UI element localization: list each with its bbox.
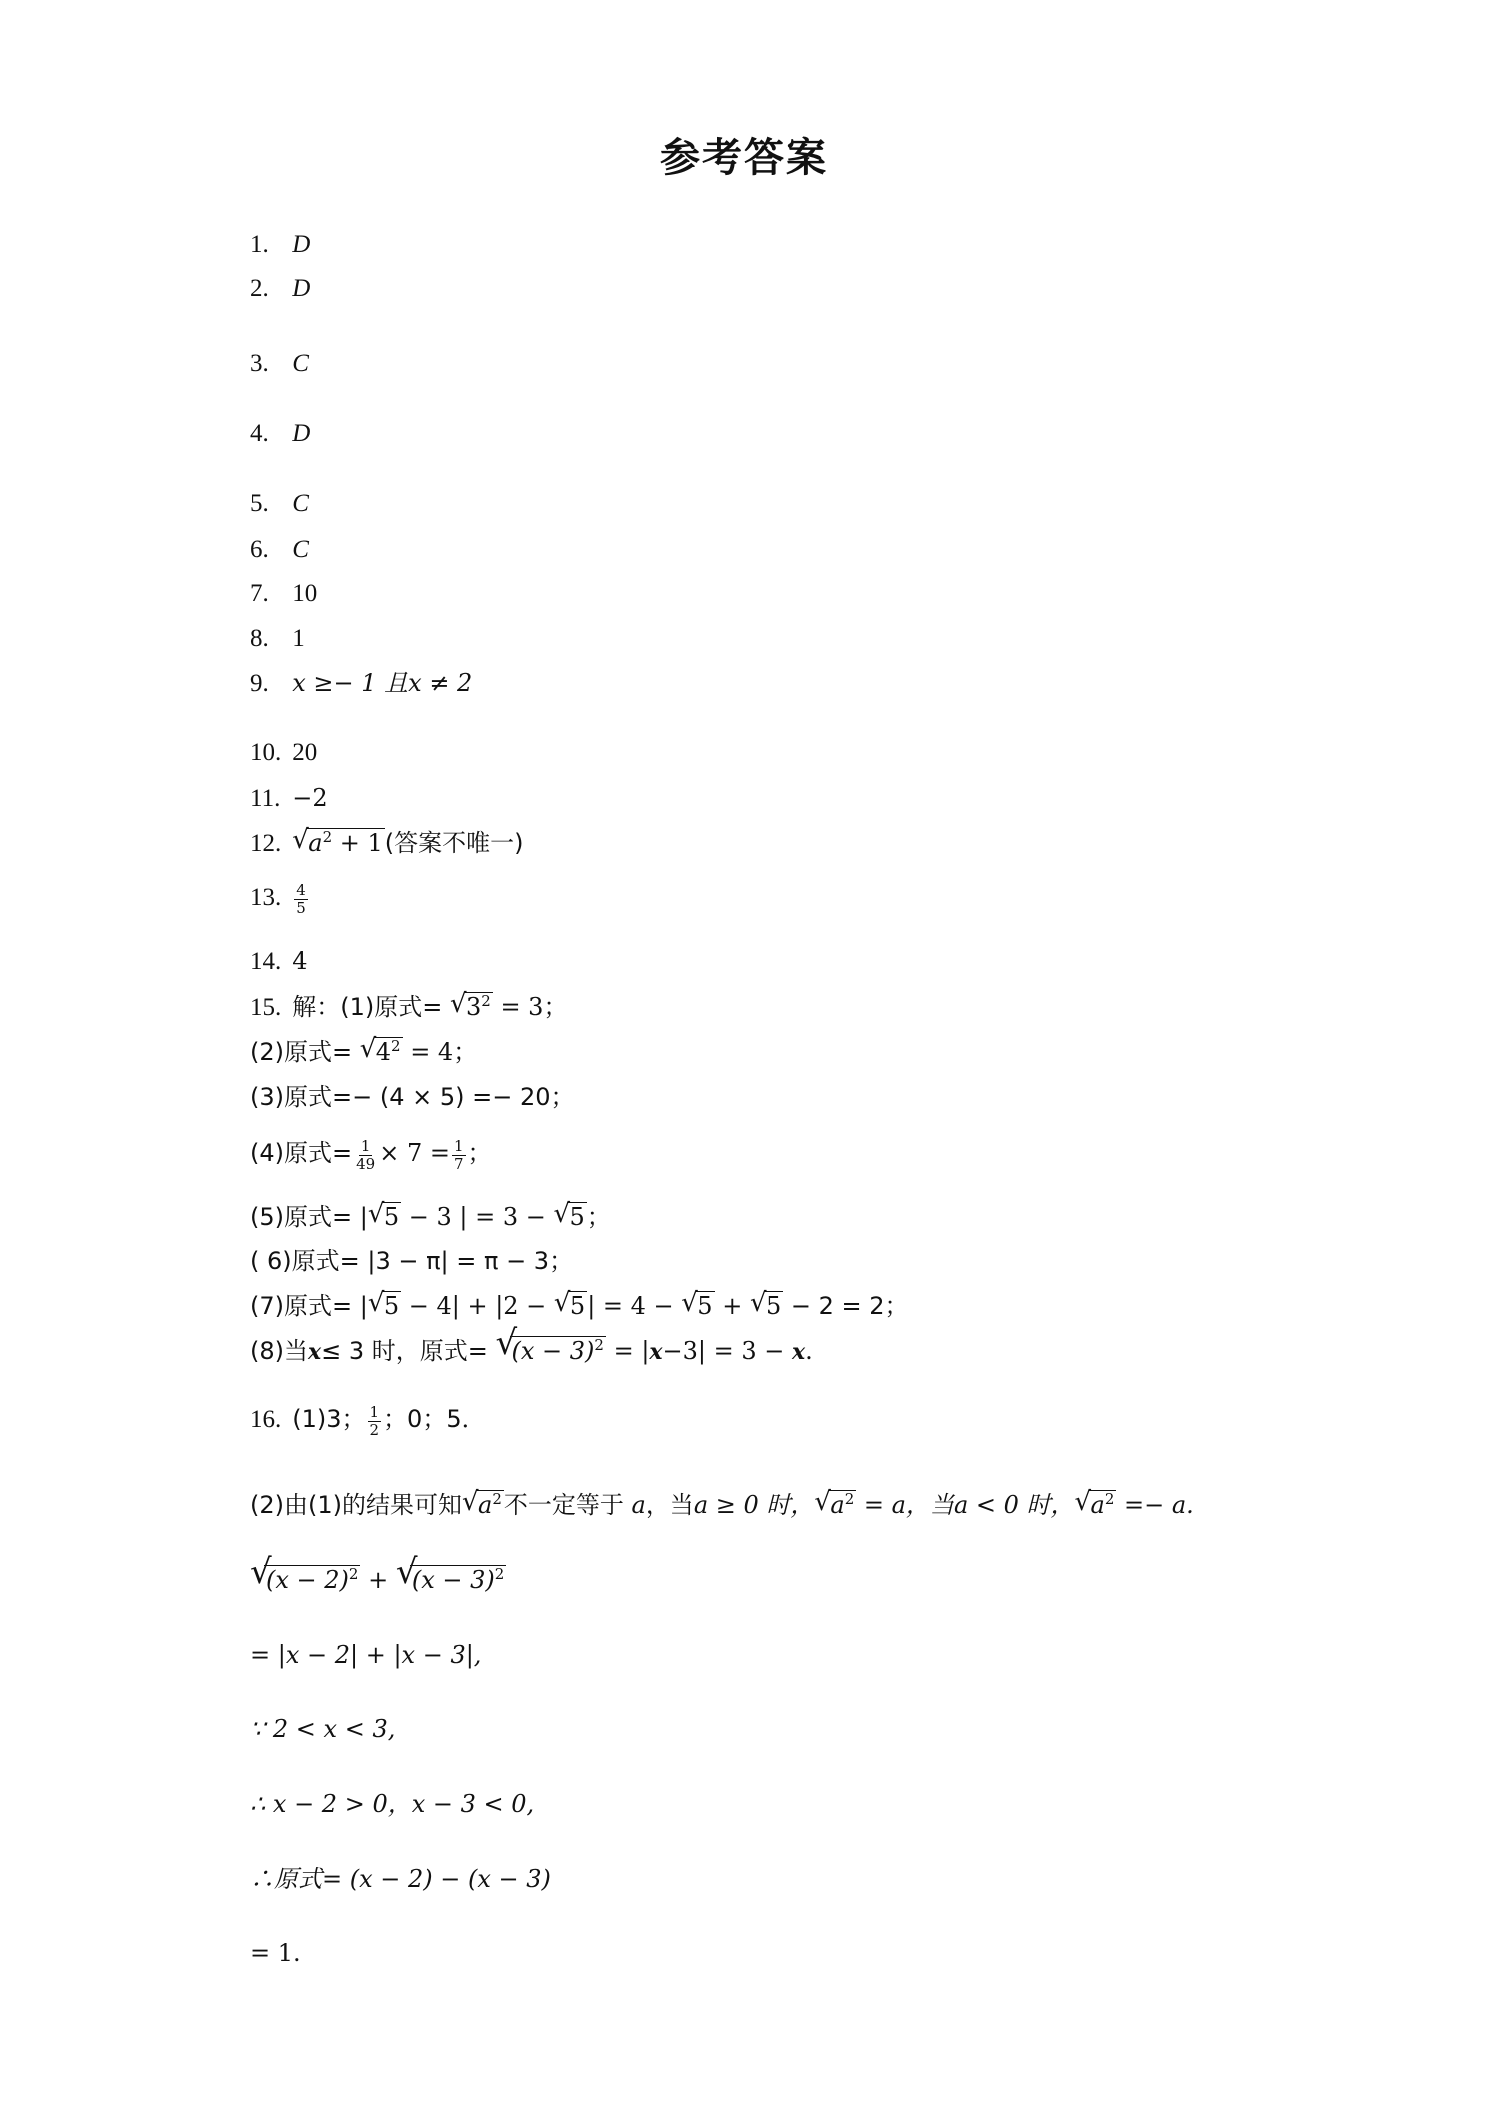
sqrt-expression: √ $(x - 3)^2$	[496, 1334, 606, 1368]
q15-line-5: (5)原式= |√ 5 − 3 | = 3 − √ 5；	[250, 1200, 611, 1235]
sqrt-expression: √ $a^2 + 1$	[292, 826, 385, 860]
question-number: 4.	[250, 420, 269, 447]
fraction: $\frac{1}{7}$	[453, 1136, 464, 1173]
q16-line-3: √ $(x - 2)^2$ + √ $(x - 3)^2$	[250, 1563, 506, 1598]
answer-line	[250, 622, 305, 656]
q15-line-1: 15. 解：(1)原式= √ $3^2 = 3$；	[250, 990, 567, 1025]
sqrt-expression: √ 5	[554, 1289, 587, 1323]
q16-line-8: = 1.	[250, 1939, 301, 1967]
q15-line-6: ( 6)原式= |3 − π| = π − 3；	[250, 1247, 574, 1275]
sqrt-expression: √ 5	[368, 1289, 401, 1323]
fraction: $\frac{4}{5}$	[296, 880, 306, 917]
sqrt-expression: √ $a^2$	[1075, 1488, 1117, 1522]
q16-line-7: ∴原式= (x − 2) − (x − 3)	[250, 1865, 551, 1893]
answer-value: C	[292, 536, 309, 563]
answer-line	[250, 781, 328, 816]
q15-line-4: (4)原式= $\frac{1}{49}$ × 7 = $\frac{1}{7}$ ；	[250, 1136, 492, 1173]
question-number: 6.	[250, 536, 269, 563]
sqrt-expression: √ 5	[553, 1200, 586, 1234]
answer-line	[250, 577, 317, 611]
fraction: $\frac{1}{2}$	[369, 1402, 380, 1439]
q16-line-6: ∴ x − 2 > 0，x − 3 < 0,	[250, 1790, 535, 1818]
q16-line-4: = |x − 2| + |x − 3|,	[250, 1641, 482, 1669]
answer-value: C	[292, 490, 309, 517]
sqrt-expression: √ 5	[681, 1289, 714, 1323]
answer-value: D	[292, 231, 311, 258]
q16-line-5: ∵ 2 < x < 3,	[250, 1715, 396, 1743]
q15-line-8: (8)当x≤ 3 时，原式= √ $(x - 3)^2 = |x-3| = 3 - x$.	[250, 1334, 813, 1369]
sqrt-expression: √ $3^2$	[450, 990, 493, 1024]
question-number: 14.	[250, 948, 282, 975]
answer-line	[250, 487, 309, 521]
q15-line-2: (2)原式= √ $4^2 = 4$；	[250, 1035, 477, 1070]
answer-line	[250, 666, 472, 701]
sqrt-expression: √ $(x - 3)^2$	[396, 1563, 506, 1597]
question-number: 2.	[250, 275, 269, 302]
answer-value: x ≥− 1 且x ≠ 2	[292, 669, 473, 697]
question-number: 10.	[250, 739, 282, 766]
sqrt-expression: √ $a^2$	[814, 1488, 856, 1522]
sqrt-expression: √ $(x - 2)^2$	[250, 1563, 360, 1597]
q15-line-3: (3)原式=− (4 × 5) =− 20；	[250, 1083, 575, 1111]
sqrt-expression: √ 5	[368, 1200, 401, 1234]
answer-line	[250, 944, 308, 979]
sqrt-expression: √ 5	[750, 1289, 783, 1323]
answer-value: −2	[292, 784, 328, 812]
answer-line	[250, 826, 523, 861]
question-number: 12.	[250, 830, 282, 857]
question-number: 16.	[250, 1406, 282, 1433]
question-number: 5.	[250, 490, 269, 517]
answer-note: (答案不唯一)	[384, 829, 524, 857]
sqrt-expression: √ $4^2$	[360, 1035, 403, 1069]
question-number: 3.	[250, 350, 269, 377]
question-number: 9.	[250, 670, 269, 697]
question-number: 8.	[250, 625, 269, 652]
answer-line	[250, 736, 317, 770]
answer-line	[250, 228, 310, 262]
question-number: 13.	[250, 884, 282, 911]
answer-value: 1	[292, 625, 305, 652]
answer-value: D	[292, 420, 311, 447]
answer-value: 10	[292, 580, 318, 607]
answer-line	[250, 881, 310, 917]
q16-line-1: 16. (1)3； $\frac{1}{2}$ ；0；5．	[250, 1402, 486, 1439]
answer-line	[250, 533, 309, 567]
sqrt-expression: √ $a^2$	[462, 1488, 504, 1522]
answer-line	[250, 272, 310, 306]
question-number: 1.	[250, 231, 269, 258]
page-title: 参考答案	[660, 134, 828, 181]
answer-line	[250, 417, 310, 451]
answer-line	[250, 347, 309, 381]
question-number: 7.	[250, 580, 269, 607]
q15-line-7: (7)原式= |√ 5 − 4| + |2 − √ 5| = 4 − √ 5 + √ 5 − 2 = 2；	[250, 1289, 909, 1324]
answer-value: 20	[292, 739, 318, 766]
answer-value: 4	[292, 947, 308, 975]
q16-line-2: (2)由(1)的结果可知√ $a^2$不一定等于 a，当a ≥ 0 时，√ $a^2 = a$，当a < 0 时，√ $a^2 =- a$.	[250, 1488, 1194, 1523]
answer-value: D	[292, 275, 311, 302]
question-number: 15.	[250, 994, 282, 1021]
question-number: 11.	[250, 785, 281, 812]
fraction: $\frac{1}{49}$	[356, 1136, 376, 1173]
answer-value: C	[292, 350, 309, 377]
